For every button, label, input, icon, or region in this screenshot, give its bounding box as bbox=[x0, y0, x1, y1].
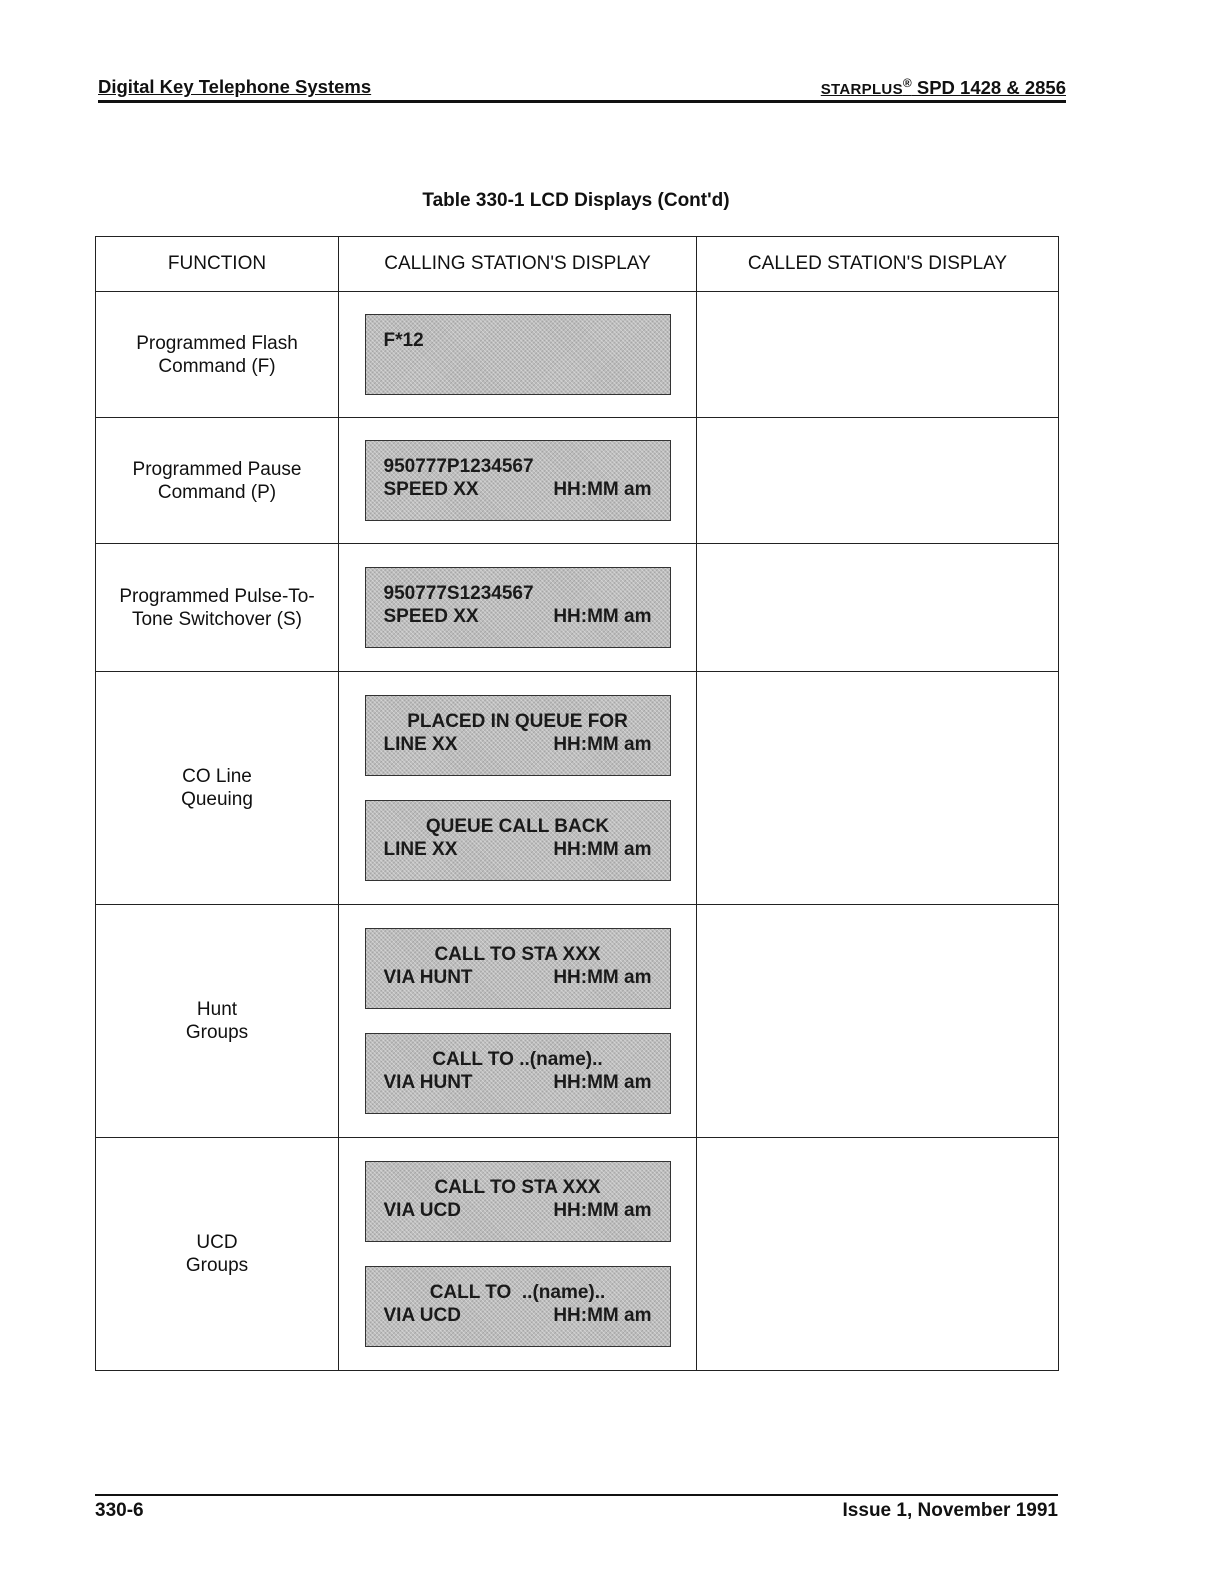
lcd-display bbox=[365, 1266, 671, 1347]
issue-date: Issue 1, November 1991 bbox=[842, 1500, 1058, 1521]
lcd-display bbox=[365, 800, 671, 881]
table-row bbox=[96, 672, 1059, 905]
calling-display-cell bbox=[339, 1138, 697, 1371]
lcd-line bbox=[384, 1048, 652, 1071]
function-label: CO Line bbox=[182, 766, 252, 787]
lcd-line bbox=[384, 733, 652, 756]
lcd-display bbox=[365, 695, 671, 776]
table-header-row bbox=[96, 237, 1059, 292]
table-row bbox=[96, 292, 1059, 418]
table-row bbox=[96, 418, 1059, 544]
header-left-title: Digital Key Telephone Systems bbox=[98, 76, 372, 97]
lcd-line bbox=[384, 1176, 652, 1199]
lcd-display bbox=[365, 1033, 671, 1114]
table-row bbox=[96, 905, 1059, 1138]
lcd-line bbox=[384, 710, 652, 733]
function-cell bbox=[96, 905, 339, 1138]
lcd-text: PLACED IN QUEUE FOR bbox=[407, 711, 628, 732]
lcd-text: VIA HUNT bbox=[383, 967, 473, 988]
lcd-display bbox=[365, 440, 671, 521]
function-label: Programmed Pause bbox=[132, 458, 302, 480]
column-header-called-display: CALLED STATION'S DISPLAY bbox=[697, 237, 1059, 292]
lcd-line bbox=[384, 1071, 652, 1094]
lcd-text: 950777P1234567 bbox=[383, 456, 534, 477]
calling-display-cell bbox=[339, 544, 697, 672]
lcd-time: HH:MM am bbox=[553, 1200, 652, 1221]
lcd-time: HH:MM am bbox=[553, 1072, 652, 1093]
lcd-line bbox=[384, 478, 652, 501]
function-cell bbox=[96, 672, 339, 905]
function-cell bbox=[96, 1138, 339, 1371]
column-header-calling-display: CALLING STATION'S DISPLAY bbox=[339, 237, 697, 292]
lcd-line bbox=[384, 966, 652, 989]
function-cell bbox=[96, 292, 339, 418]
function-cell bbox=[96, 544, 339, 672]
lcd-display bbox=[365, 567, 671, 648]
called-display-cell bbox=[697, 672, 1059, 905]
lcd-text: LINE XX bbox=[383, 734, 458, 755]
table-title: Table 330-1 LCD Displays (Cont'd) bbox=[422, 190, 730, 211]
lcd-time: HH:MM am bbox=[553, 839, 652, 860]
lcd-text: CALL TO STA XXX bbox=[434, 944, 601, 965]
lcd-line bbox=[384, 605, 652, 628]
lcd-line bbox=[384, 943, 652, 966]
page-number: 330-6 bbox=[95, 1500, 144, 1521]
called-display-cell bbox=[697, 1138, 1059, 1371]
lcd-text: CALL TO ..(name).. bbox=[432, 1049, 603, 1070]
column-header-function: FUNCTION bbox=[96, 237, 339, 292]
lcd-text: CALL TO STA XXX bbox=[434, 1177, 601, 1198]
lcd-time: HH:MM am bbox=[553, 967, 652, 988]
called-display-cell bbox=[697, 905, 1059, 1138]
function-label: Command (P) bbox=[157, 481, 277, 503]
function-label: Queuing bbox=[181, 789, 253, 810]
function-cell bbox=[96, 418, 339, 544]
lcd-text: F*12 bbox=[383, 330, 424, 351]
calling-display-cell bbox=[339, 672, 697, 905]
lcd-time: HH:MM am bbox=[553, 479, 652, 500]
page-header bbox=[98, 76, 1066, 103]
lcd-line bbox=[384, 455, 652, 478]
header-right-title bbox=[821, 76, 1066, 99]
function-label: Programmed Flash bbox=[136, 332, 298, 354]
called-display-cell bbox=[697, 292, 1059, 418]
lcd-line bbox=[384, 1199, 652, 1222]
lcd-display bbox=[365, 928, 671, 1009]
lcd-displays-table bbox=[95, 236, 1059, 1371]
function-label: UCD bbox=[196, 1232, 238, 1253]
called-display-cell bbox=[697, 418, 1059, 544]
function-label: Groups bbox=[185, 1022, 249, 1043]
lcd-text: VIA UCD bbox=[383, 1305, 461, 1326]
header-model: SPD 1428 & 2856 bbox=[911, 77, 1066, 99]
lcd-display bbox=[365, 1161, 671, 1242]
lcd-text: SPEED XX bbox=[383, 606, 479, 627]
function-label: Command (F) bbox=[158, 355, 276, 377]
calling-display-cell bbox=[339, 292, 697, 418]
lcd-text: VIA HUNT bbox=[383, 1072, 473, 1093]
function-label: Groups bbox=[185, 1255, 249, 1276]
lcd-text: QUEUE CALL BACK bbox=[425, 816, 610, 837]
lcd-text: CALL TO ..(name).. bbox=[429, 1282, 606, 1303]
lcd-line bbox=[384, 1304, 652, 1327]
function-label: Hunt bbox=[196, 999, 238, 1020]
lcd-time: HH:MM am bbox=[553, 734, 652, 755]
function-label: Programmed Pulse-To- bbox=[119, 585, 315, 607]
calling-display-cell bbox=[339, 418, 697, 544]
lcd-line bbox=[384, 815, 652, 838]
lcd-time: HH:MM am bbox=[553, 1305, 652, 1326]
registered-mark: ® bbox=[902, 76, 912, 90]
calling-display-cell bbox=[339, 905, 697, 1138]
called-display-cell bbox=[697, 544, 1059, 672]
header-brand: STARPLUS bbox=[820, 81, 903, 99]
lcd-line bbox=[384, 329, 652, 352]
lcd-line bbox=[384, 582, 652, 605]
lcd-text: 950777S1234567 bbox=[383, 583, 534, 604]
lcd-text: LINE XX bbox=[383, 839, 458, 860]
lcd-text: SPEED XX bbox=[383, 479, 479, 500]
lcd-text: VIA UCD bbox=[383, 1200, 461, 1221]
lcd-time: HH:MM am bbox=[553, 606, 652, 627]
table-row bbox=[96, 1138, 1059, 1371]
lcd-display bbox=[365, 314, 671, 395]
lcd-line bbox=[384, 838, 652, 861]
page-footer bbox=[95, 1494, 1058, 1524]
lcd-line bbox=[384, 1281, 652, 1304]
function-label: Tone Switchover (S) bbox=[131, 608, 302, 630]
table-row bbox=[96, 544, 1059, 672]
